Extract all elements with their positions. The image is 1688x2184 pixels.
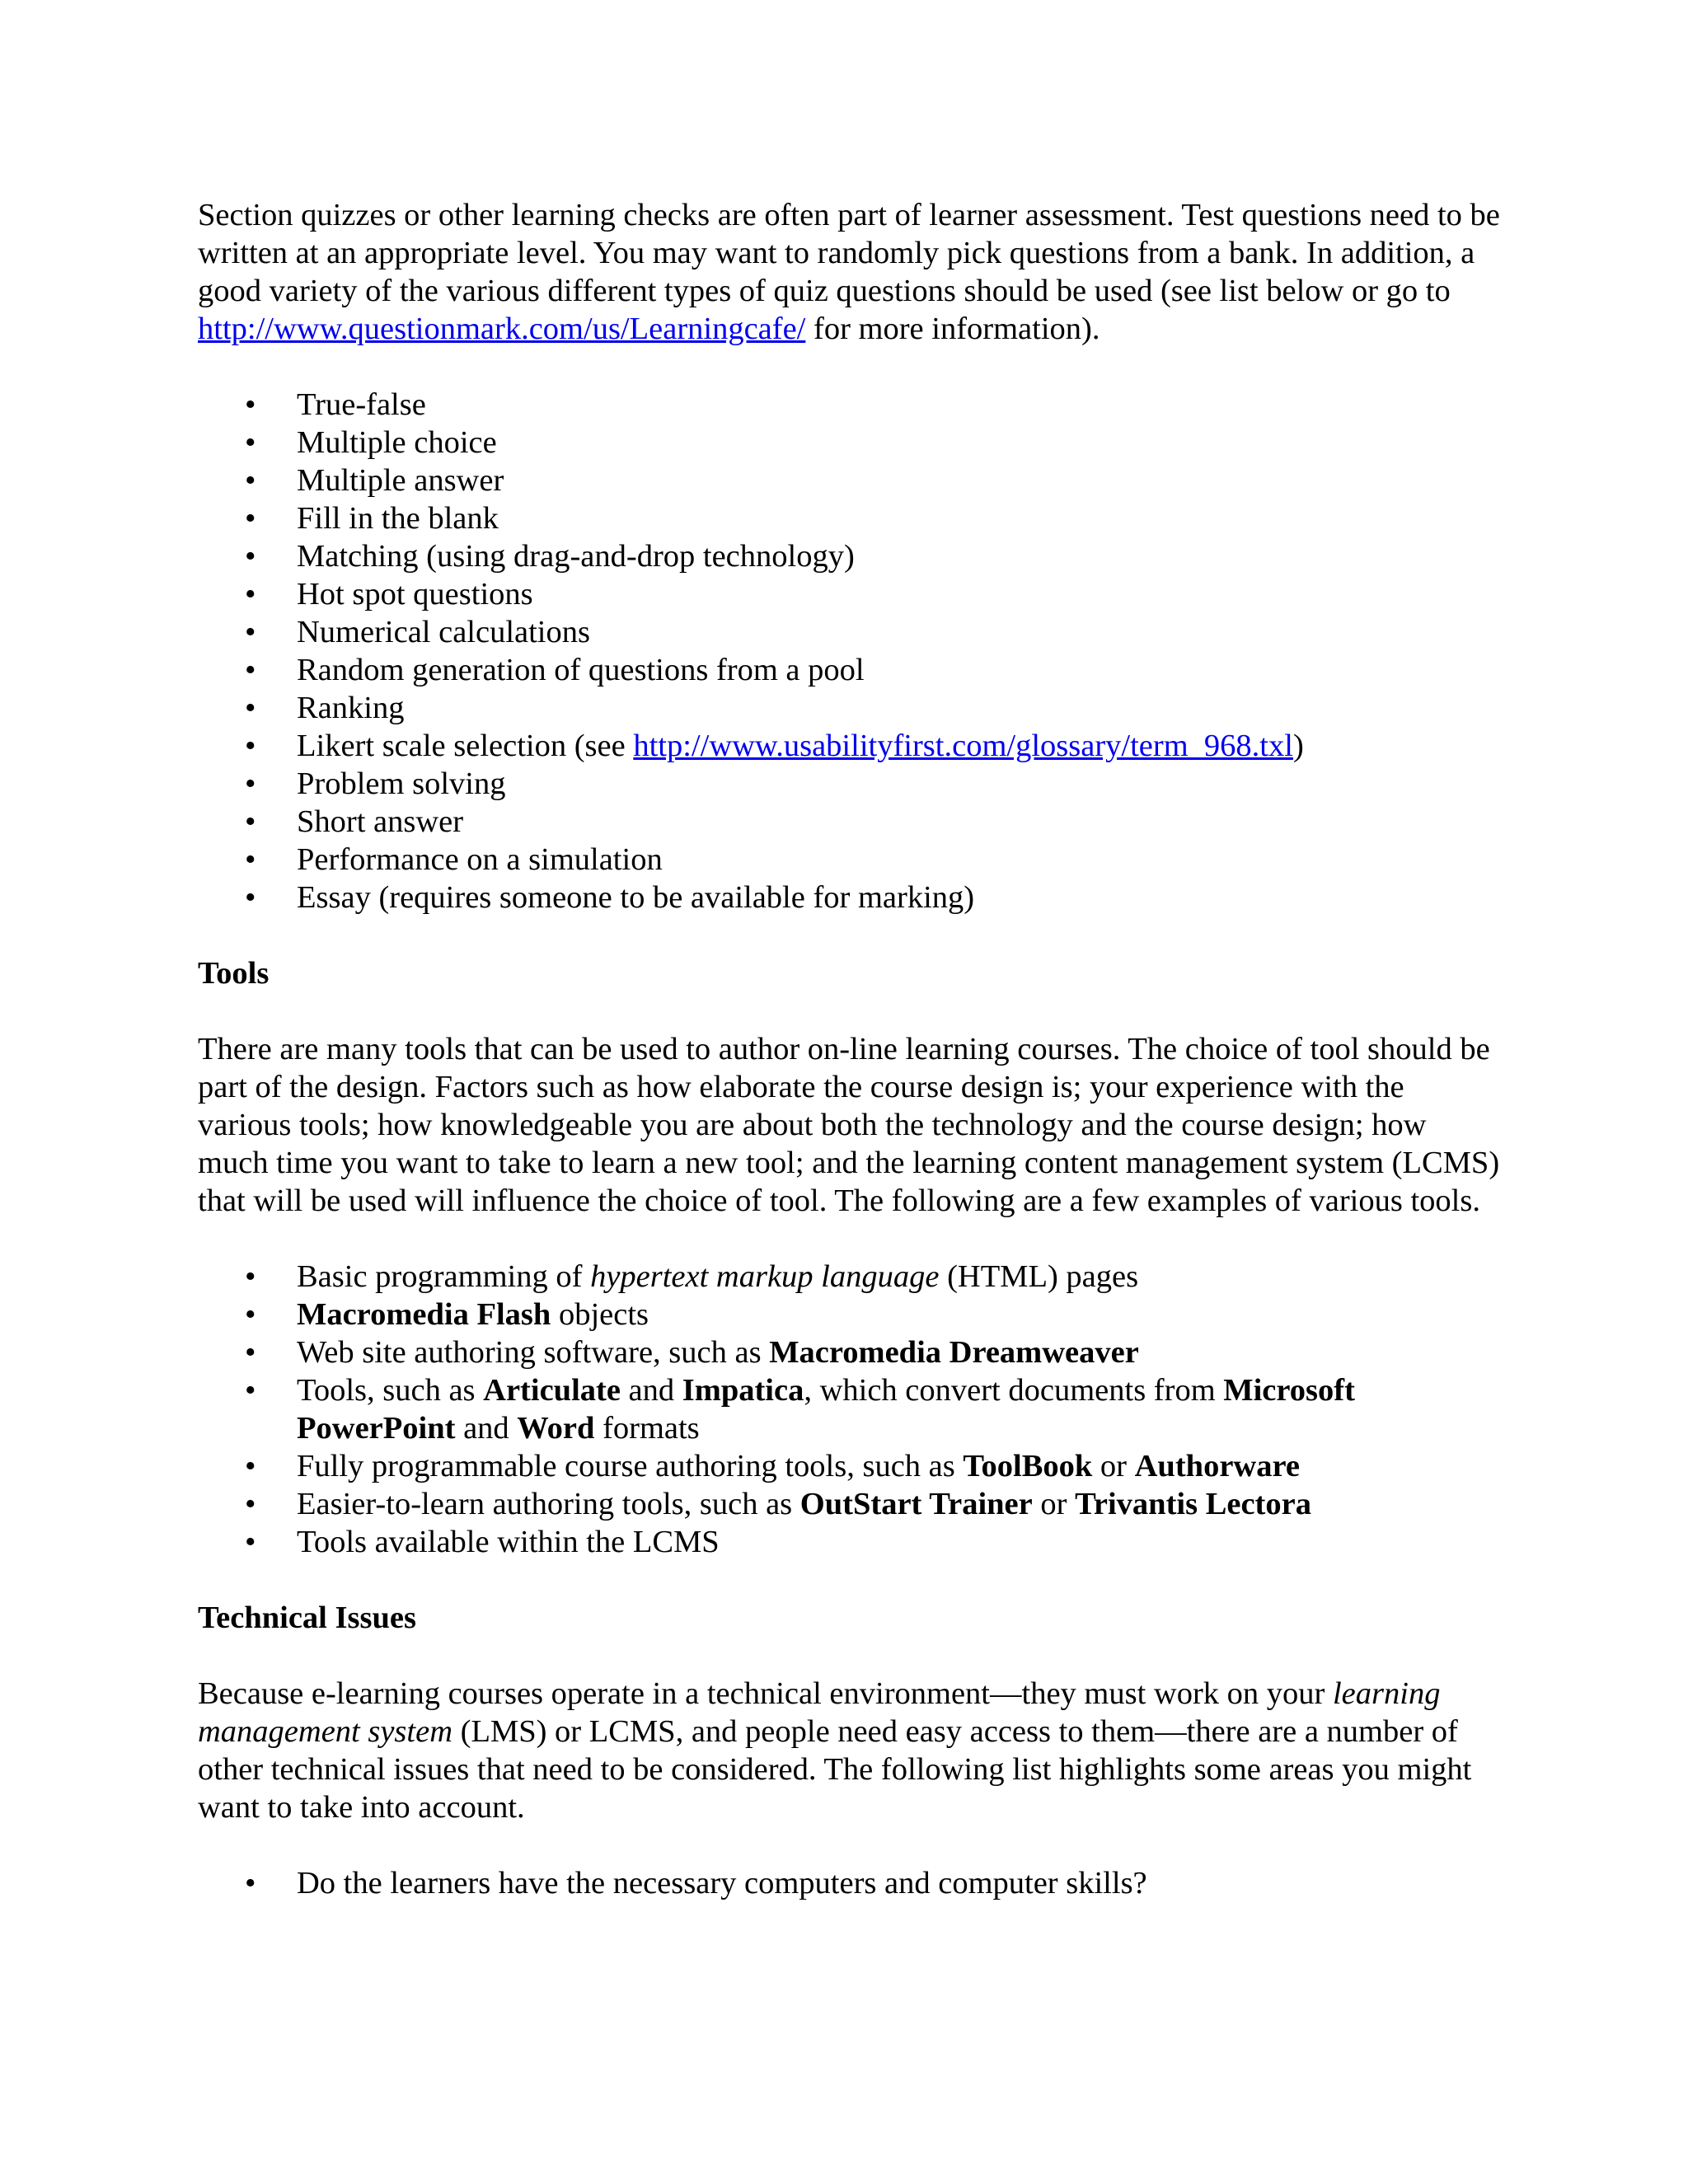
list-item: • Tools available within the LCMS — [245, 1525, 720, 1559]
list-item: • Easier-to-learn authoring tools, such as OutStart Trainer or Trivantis Lectora — [245, 1487, 1311, 1521]
intro-paragraph — [198, 196, 1500, 348]
bullet-icon: • — [245, 842, 256, 877]
list-item-likert: • Likert scale selection (see http://www.usabilityfirst.com/glossary/term_968.txl) — [245, 729, 1304, 763]
usabilityfirst-link[interactable]: http://www.usabilityfirst.com/glossary/term_968.txl — [633, 729, 1293, 763]
spacer — [198, 1637, 1500, 1675]
list-item: • Macromedia Flash objects — [245, 1297, 649, 1332]
technical-issues-heading: Technical Issues — [198, 1601, 416, 1635]
bullet-icon: • — [245, 463, 256, 498]
question-types-list — [198, 386, 1500, 916]
bullet-icon: • — [245, 653, 256, 687]
bullet-icon: • — [245, 501, 256, 536]
list-item: • Tools, such as Articulate and Impatica, which convert documents from Microsoft PowerPoint and Word formats — [245, 1373, 1355, 1446]
bullet-icon: • — [245, 1525, 256, 1559]
bullet-icon: • — [245, 1449, 256, 1483]
list-item: • Performance on a simulation — [245, 842, 663, 877]
list-item: • Multiple choice — [245, 425, 497, 460]
list-item: • True-false — [245, 387, 426, 422]
tools-paragraph: There are many tools that can be used to author on-line learning courses. The choice of tool should be part of the design. Factors such as how elaborate the course design is; your experience with the various tools; how knowledgeable you are about both the technology and the course design; how much time you want to take to learn a new tool; and the learning content management system (LCMS) that will be used will influence the choice of tool. The following are a few examples of various tools. — [198, 1032, 1500, 1218]
bullet-icon: • — [245, 1297, 256, 1332]
bullet-icon: • — [245, 1373, 256, 1408]
spacer — [198, 1220, 1500, 1258]
spacer — [198, 348, 1500, 386]
list-item: • Ranking — [245, 691, 405, 725]
document-page — [198, 196, 1500, 1902]
list-item: • Numerical calculations — [245, 615, 590, 649]
intro-text-2: for more information). — [805, 312, 1100, 346]
spacer — [198, 1561, 1500, 1599]
spacer — [198, 1826, 1500, 1864]
technical-paragraph: Because e-learning courses operate in a technical environment—they must work on your learning management system (LMS) or LCMS, and people need easy access to them—there are a number of other technical issues that need to be considered. The following list highlights some areas you might want to take into account. — [198, 1676, 1472, 1825]
list-item: • Random generation of questions from a pool — [245, 653, 865, 687]
spacer — [198, 916, 1500, 954]
tools-list — [198, 1258, 1500, 1561]
list-item: • Matching (using drag-and-drop technology) — [245, 539, 855, 574]
list-item: • Basic programming of hypertext markup language (HTML) pages — [245, 1259, 1139, 1294]
list-item: • Do the learners have the necessary computers and computer skills? — [245, 1866, 1147, 1900]
tools-heading: Tools — [198, 956, 270, 991]
bullet-icon: • — [245, 577, 256, 612]
list-item: • Web site authoring software, such as Macromedia Dreamweaver — [245, 1335, 1139, 1370]
list-item: • Multiple answer — [245, 463, 504, 498]
bullet-icon: • — [245, 425, 256, 460]
bullet-icon: • — [245, 729, 256, 763]
questionmark-link[interactable]: http://www.questionmark.com/us/Learningcafe/ — [198, 312, 806, 346]
list-item: • Fill in the blank — [245, 501, 499, 536]
bullet-icon: • — [245, 804, 256, 839]
list-item: • Short answer — [245, 804, 464, 839]
list-item: • Hot spot questions — [245, 577, 533, 612]
bullet-icon: • — [245, 387, 256, 422]
bullet-icon: • — [245, 1259, 256, 1294]
intro-text-1: Section quizzes or other learning checks are often part of learner assessment. Test questions need to be written at an appropriate level. You may want to randomly pick questions from a bank. In addition, a good variety of the various different types of quiz questions should be used (see list below or go to — [198, 198, 1500, 308]
bullet-icon: • — [245, 1487, 256, 1521]
technical-list — [198, 1864, 1500, 1902]
bullet-icon: • — [245, 1335, 256, 1370]
bullet-icon: • — [245, 615, 256, 649]
bullet-icon: • — [245, 539, 256, 574]
list-item: • Essay (requires someone to be available for marking) — [245, 880, 975, 915]
bullet-icon: • — [245, 1866, 256, 1900]
list-item: • Fully programmable course authoring tools, such as ToolBook or Authorware — [245, 1449, 1300, 1483]
bullet-icon: • — [245, 880, 256, 915]
spacer — [198, 992, 1500, 1030]
bullet-icon: • — [245, 691, 256, 725]
bullet-icon: • — [245, 766, 256, 801]
list-item: • Problem solving — [245, 766, 506, 801]
